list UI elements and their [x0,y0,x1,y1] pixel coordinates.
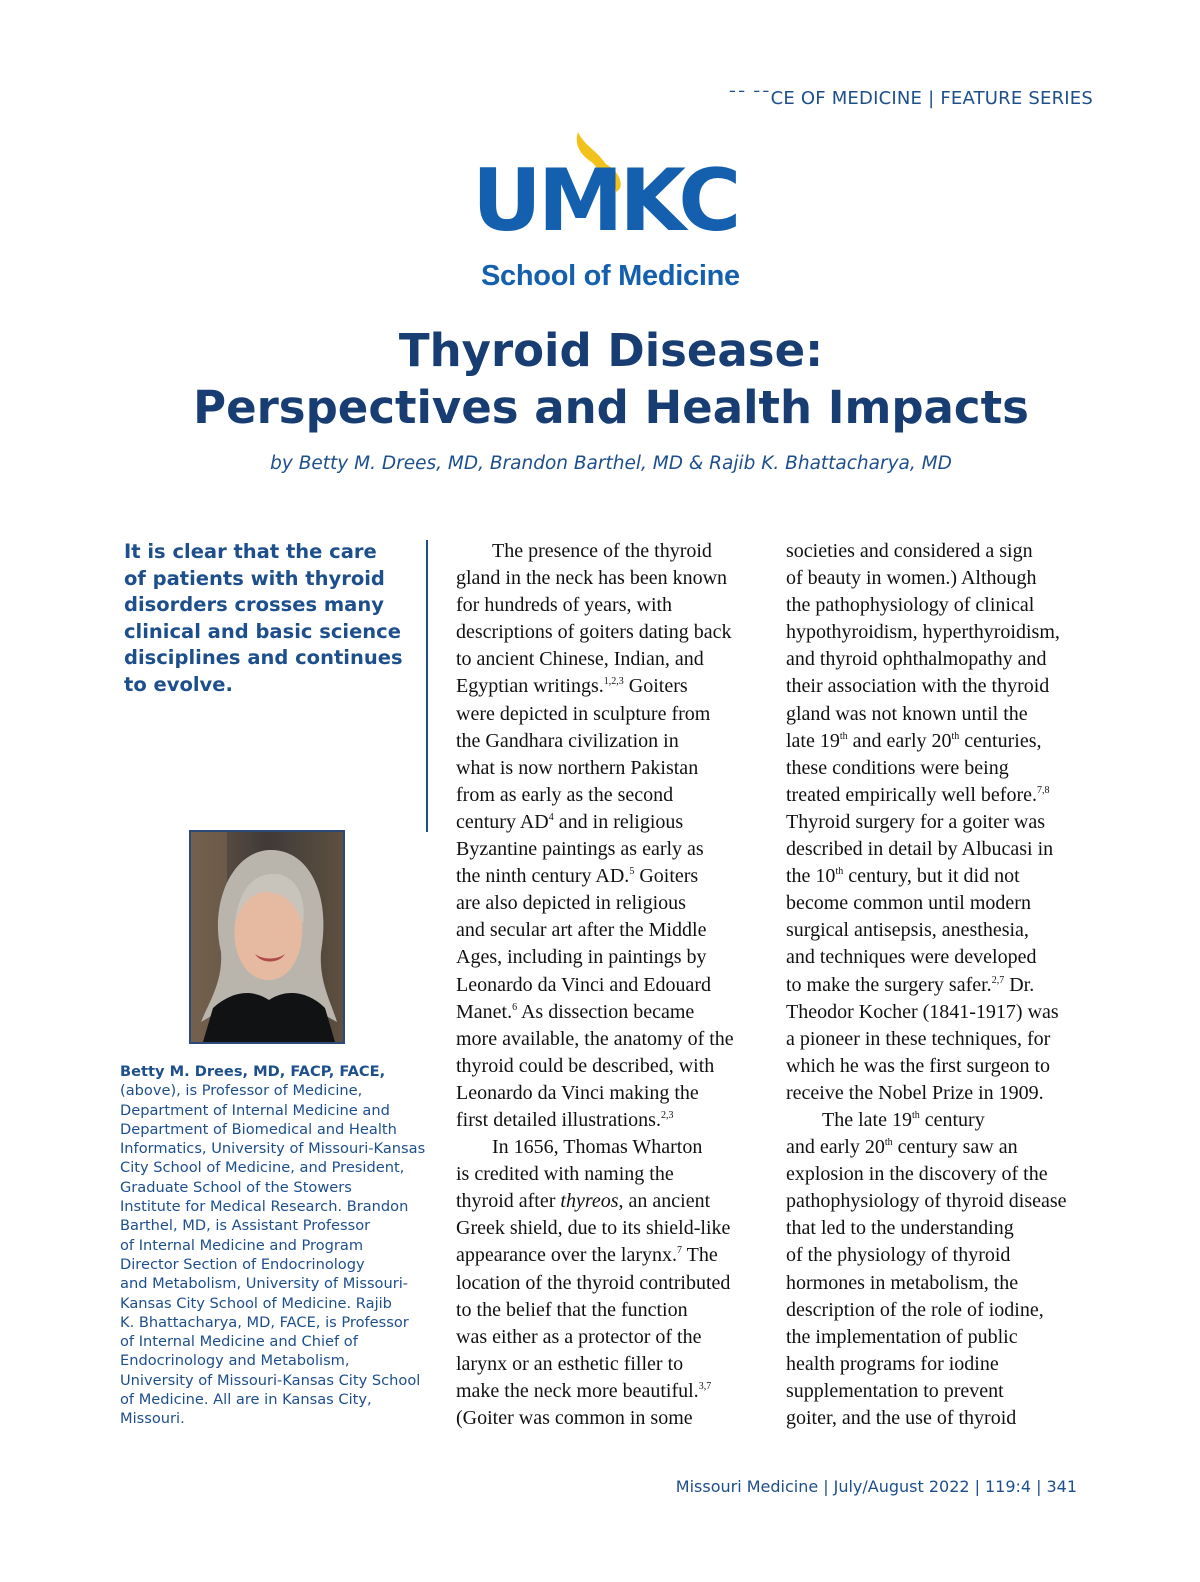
footer-separator: | [974,1477,980,1496]
citation-superscript: 6 [512,1001,518,1013]
body-text: and early 20 [847,729,952,752]
body-text: the implementation of public [786,1325,1018,1348]
body-line [456,863,776,890]
bio-line: (above), is Professor of Medicine, [120,1082,363,1100]
body-line [786,1351,1106,1378]
body-line [786,565,1106,592]
body-text: are also depicted in religious [456,892,686,915]
citation-superscript: 5 [629,866,635,878]
body-line [786,1107,1106,1134]
body-text: to ancient Chinese, Indian, and [456,648,704,671]
body-text: Ages, including in paintings by [456,946,707,969]
body-text: their association with the thyroid [786,675,1050,698]
body-line [786,1297,1106,1324]
body-text: the 10 [786,865,836,888]
body-line [786,592,1106,619]
body-text: Dr. [1004,973,1035,996]
body-column-2 [786,538,1106,1432]
body-text: The presence of the thyroid [492,540,712,562]
bio-line: Graduate School of the Stowers [120,1178,352,1196]
body-text: pathophysiology of thyroid disease [786,1190,1067,1213]
footer-separator: | [823,1477,829,1496]
body-line [456,917,776,944]
body-text: As dissection became [517,1000,695,1023]
body-line [786,836,1106,863]
body-line [786,1378,1106,1405]
body-text: location of the thyroid contributed [456,1271,731,1294]
pull-quote-line: disorders crosses many [124,593,384,616]
body-line [786,1080,1106,1107]
body-text: that led to the understanding [786,1217,1014,1240]
body-text: make the neck more beautiful. [456,1379,699,1402]
body-text: Theodor Kocher (1841-1917) was [786,1000,1059,1023]
body-text: were depicted in sculpture from [456,702,711,725]
citation-superscript: th [911,1109,920,1121]
body-text: surgical antisepsis, anesthesia, [786,919,1029,942]
body-line [456,1324,776,1351]
body-text: gland was not known until the [786,702,1028,725]
body-text: health programs for iodine [786,1352,999,1375]
bio-line: Director Section of Endocrinology [120,1255,365,1273]
citation-superscript: th [839,730,848,742]
body-line [456,1053,776,1080]
body-text: hypothyroidism, hyperthyroidism, [786,621,1060,644]
section-header [728,88,1093,109]
author-portrait-image [191,832,343,1042]
body-text: Leonardo da Vinci and Edouard [456,973,712,996]
body-text: to make the surgery safer. [786,973,992,996]
body-line [456,1242,776,1269]
bio-line: Informatics, University of Missouri-Kansas [120,1140,426,1158]
body-text: appearance over the larynx. [456,1244,677,1267]
body-text: described in detail by Albucasi in [786,838,1054,861]
body-text: these conditions were being [786,756,1009,779]
bio-line: City School of Medicine, and President, [120,1159,405,1177]
body-text: centuries, [959,729,1042,752]
body-text: supplementation to prevent [786,1379,1004,1402]
body-line [456,592,776,619]
body-line [456,809,776,836]
body-line [456,1351,776,1378]
body-line [786,1215,1106,1242]
body-line [786,646,1106,673]
body-line [786,538,1106,565]
body-text: is credited with naming the [456,1163,674,1186]
body-line [456,538,776,565]
pull-quote-line: clinical and basic science [124,619,401,643]
citation-superscript: 2,3 [660,1109,674,1121]
bio-line: Department of Internal Medicine and [120,1101,390,1119]
author-photo [189,830,345,1044]
body-text: of the physiology of thyroid [786,1244,1011,1267]
footer-separator: | [1036,1477,1042,1496]
bio-line: Institute for Medical Research. Brandon [120,1198,409,1216]
header-separator: | [928,88,935,109]
body-text: first detailed illustrations. [456,1108,661,1131]
body-text: which he was the first surgeon to [786,1054,1051,1077]
byline: by Betty M. Drees, MD, Brandon Barthel, MD & Rajib K. Bhattacharya, MD [270,453,952,474]
body-line [456,1188,776,1215]
body-text: Greek shield, due to its shield-like [456,1217,731,1240]
body-text: for hundreds of years, with [456,594,673,617]
citation-superscript: th [835,866,844,878]
body-line [786,1188,1106,1215]
body-line [456,836,776,863]
bio-line: of Internal Medicine and Chief of [120,1333,358,1351]
body-text: Goiters [634,865,699,888]
pull-quote [124,539,416,698]
body-text: thyroid after [456,1190,561,1213]
body-text: of beauty in women.) Although [786,567,1037,590]
body-text: societies and considered a sign [786,540,1033,562]
body-text: Leonardo da Vinci making the [456,1081,699,1104]
body-line [786,673,1106,700]
body-line [786,999,1106,1026]
body-line [786,1324,1106,1351]
bio-line: Kansas City School of Medicine. Rajib [120,1294,392,1312]
bio-line: University of Missouri-Kansas City School [120,1371,421,1389]
body-line [456,1161,776,1188]
citation-superscript: th [884,1137,893,1149]
umkc-logo [460,124,740,296]
body-line [786,809,1106,836]
body-text: and techniques were developed [786,946,1037,969]
body-line [786,755,1106,782]
logo-wordmark: UMKC [472,151,738,251]
body-line [786,701,1106,728]
body-line [456,1297,776,1324]
page-number: 341 [1046,1477,1077,1496]
body-text: more available, the anatomy of the [456,1027,734,1050]
footer-volume: 119:4 [984,1477,1032,1496]
body-line [456,565,776,592]
body-line [786,1242,1106,1269]
section-name: ˉˉ ˉˉCE OF MEDICINE [727,88,923,109]
body-line [786,782,1106,809]
footer-issue: July/August 2022 [833,1477,970,1496]
body-line [456,1405,776,1432]
body-line [456,1107,776,1134]
body-line [456,1378,776,1405]
body-text: gland in the neck has been known [456,567,728,590]
logo-subtitle: School of Medicine [481,260,740,292]
body-text: century AD [456,810,549,833]
body-line [456,701,776,728]
bio-line: Department of Biomedical and Health [120,1120,397,1138]
body-line [456,728,776,755]
pull-quote-line: of patients with thyroid [124,566,385,590]
article-title [0,322,1200,436]
body-line [786,972,1106,999]
body-text: late 19 [786,729,840,752]
body-text: from as early as the second [456,783,674,806]
body-line [456,755,776,782]
title-line-2: Perspectives and Health Impacts [193,381,1029,434]
citation-superscript: 3,7 [698,1380,712,1392]
body-text: (Goiter was common in some [456,1407,693,1429]
body-text: Goiters [623,675,688,698]
body-line [786,1405,1106,1432]
body-text: the pathophysiology of clinical [786,594,1035,617]
body-text: , an ancient [618,1190,711,1213]
body-text: In 1656, Thomas Wharton [492,1136,703,1159]
body-line [456,972,776,999]
body-column-1 [456,538,776,1432]
body-text: Thyroid surgery for a goiter was [786,810,1046,833]
body-text: to the belief that the function [456,1298,688,1321]
body-line [456,1134,776,1161]
body-text: the Gandhara civilization in [456,729,679,752]
body-line [456,646,776,673]
bio-line: of Medicine. All are in Kansas City, [120,1391,372,1409]
body-text: century saw an [892,1136,1018,1159]
body-text: hormones in metabolism, the [786,1271,1019,1294]
body-emphasis: thyreos [560,1190,619,1213]
body-line [786,863,1106,890]
citation-superscript: 7,8 [1037,784,1050,796]
body-text: was either as a protector of the [456,1325,702,1348]
body-text: receive the Nobel Prize in 1909. [786,1081,1044,1104]
body-text: descriptions of goiters dating back [456,621,732,644]
body-text: and in religious [553,810,684,833]
bio-line: of Internal Medicine and Program [120,1236,364,1254]
body-text: larynx or an esthetic filler to [456,1352,684,1375]
body-text: description of the role of iodine, [786,1298,1044,1321]
body-line [456,673,776,700]
body-line [456,999,776,1026]
body-line [786,890,1106,917]
body-text: century, but it did not [843,865,1020,888]
body-line [456,944,776,971]
body-text: become common until modern [786,892,1031,915]
body-line [786,1161,1106,1188]
body-text: The [682,1244,718,1267]
body-text: treated empirically well before. [786,783,1037,806]
body-line [786,1134,1106,1161]
bio-line: Barthel, MD, is Assistant Professor [120,1217,371,1235]
series-name: FEATURE SERIES [940,88,1093,109]
citation-superscript: 2,7 [991,974,1005,986]
body-line [786,619,1106,646]
body-text: thyroid could be described, with [456,1054,715,1077]
bio-line: Endocrinology and Metabolism, [120,1352,350,1370]
body-text: goiter, and the use of thyroid [786,1407,1017,1429]
body-line [456,890,776,917]
author-bio [120,1062,440,1429]
pull-quote-rule [426,540,428,832]
bio-line: and Metabolism, University of Missouri- [120,1275,409,1293]
pull-quote-line: It is clear that the care [124,540,377,563]
body-line [456,1215,776,1242]
body-text: a pioneer in these techniques, for [786,1027,1051,1050]
citation-superscript: 7 [677,1245,682,1257]
body-line [786,728,1106,755]
title-line-1: Thyroid Disease: [398,324,824,377]
body-line [786,1053,1106,1080]
body-line [786,1270,1106,1297]
body-line [456,1270,776,1297]
body-text: century [919,1108,985,1131]
body-line [456,619,776,646]
body-text: explosion in the discovery of the [786,1163,1048,1186]
body-text: and early 20 [786,1136,885,1159]
pull-quote-line: to evolve. [124,672,233,696]
citation-superscript: 4 [548,811,554,823]
body-line [786,917,1106,944]
body-line [786,944,1106,971]
body-text: the ninth century AD. [456,865,630,888]
body-line [456,1026,776,1053]
body-text: Egyptian writings. [456,675,604,698]
body-text: what is now northern Pakistan [456,756,699,779]
page-footer [676,1477,1077,1496]
body-line [456,782,776,809]
body-text: and thyroid ophthalmopathy and [786,648,1047,671]
pull-quote-line: disciplines and continues [124,646,403,669]
author-name: Betty M. Drees, MD, FACP, FACE, [120,1063,386,1080]
body-line [456,1080,776,1107]
body-text: Byzantine paintings as early as [456,838,704,861]
bio-line: Missouri. [120,1410,185,1428]
body-text: The late 19 [822,1108,912,1131]
body-text: Manet. [456,1000,513,1023]
footer-journal: Missouri Medicine [675,1477,819,1496]
citation-superscript: th [951,730,960,742]
body-text: and secular art after the Middle [456,919,707,942]
citation-superscript: 1,2,3 [603,676,624,688]
bio-line: K. Bhattacharya, MD, FACE, is Professor [120,1313,409,1331]
body-line [786,1026,1106,1053]
